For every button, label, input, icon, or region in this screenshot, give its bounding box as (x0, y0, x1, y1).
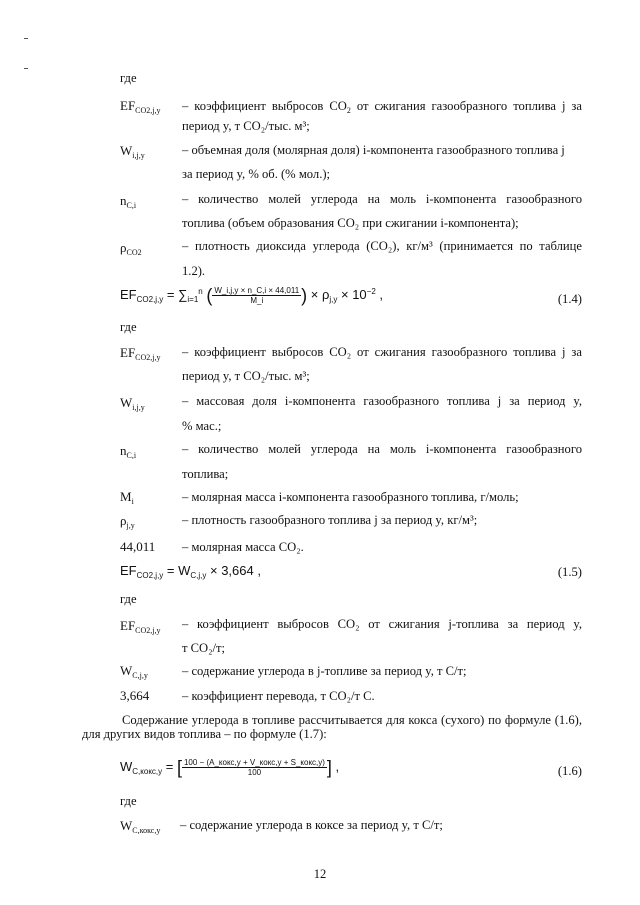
var-label: $W_{C,кокс,y}$ (120, 818, 161, 835)
formula-number: (1.6) (557, 764, 582, 778)
where-label: где (120, 320, 137, 334)
page-number: 12 (313, 867, 327, 881)
body-paragraph: Содержание углерода в топливе рассчитывается для кокса (сухого) по формуле (1.6), для других видов топлива – по формуле (1.7): (82, 713, 582, 741)
formula-number: (1.4) (557, 292, 582, 306)
var-desc: – количество молей углерода на моль i-компонента газообразного (182, 442, 582, 456)
formula-1-4: $EF_{CO2,j,y} = \sum_{i=1}^n$ ( $\frac{W\_i,j,y \times n\_C,i \times 44,011}{M\_i}$ ) × $\rho_{j,y} \times 10^{-2}$ , (120, 285, 384, 306)
var-label: $\rho_{CO2}$ (120, 240, 142, 257)
var-desc-cont: т CO₂/т; (182, 641, 226, 655)
var-desc-cont: 1.2). (182, 264, 206, 278)
var-desc-cont: топлива; (182, 467, 229, 481)
var-label: 3,664 (120, 688, 150, 703)
var-desc-cont: % мас.; (182, 419, 222, 433)
var-desc: – коэффициент выбросов $CO_2$ от сжигания газообразного топлива j за (182, 99, 582, 115)
var-desc: – плотность газообразного топлива j за период y, кг/м³; (182, 513, 478, 527)
where-label: где (120, 71, 137, 85)
var-label: $W_{i,j,y}$ (120, 395, 145, 412)
var-desc-cont: за период y, % об. (% мол.); (182, 167, 331, 181)
var-desc: – количество молей углерода на моль i-компонента газообразного (182, 192, 582, 206)
var-label: $EF_{CO2,j,y}$ (120, 618, 161, 635)
var-label: $W_{C,j,y}$ (120, 663, 148, 680)
var-desc: – содержание углерода в j-топливе за период y, т C/т; (182, 664, 467, 678)
scan-mark (24, 38, 28, 39)
var-desc-cont: топлива (объем образования CO₂ при сжигании i-компонента); (182, 216, 519, 230)
formula-number: (1.5) (557, 565, 582, 579)
var-desc: – плотность диоксида углерода (CO₂), кг/м³ (принимается по таблице (182, 239, 582, 253)
var-label: $W_{i,j,y}$ (120, 143, 145, 160)
formula-1-5: $EF_{CO2,j,y} = W_{C,j,y} \times 3,664$ , (120, 563, 261, 580)
var-desc: – коэффициент выбросов CO₂ от сжигания j-топлива за период y, (182, 617, 582, 631)
where-label: где (120, 592, 137, 606)
var-desc: – массовая доля i-компонента газообразного топлива j за период y, (182, 394, 582, 408)
where-label: где (120, 794, 137, 808)
var-label: 44,011 (120, 539, 156, 554)
var-desc-cont: период y, т CO₂/тыс. м³; (182, 119, 310, 133)
var-desc-cont: период y, т CO₂/тыс. м³; (182, 369, 310, 383)
var-desc: – коэффициент выбросов CO₂ от сжигания газообразного топлива j за (182, 345, 582, 359)
var-label: $EF_{CO2,j,y}$ (120, 345, 161, 362)
formula-1-6: $W_{C,кокс,y}$ = [ $\frac{\text{100 − (A\_кокс,y + V\_кокс,y + S\_кокс,y)}}{100}$ ] , (120, 757, 340, 778)
var-desc: – молярная масса i-компонента газообразного топлива, г/моль; (182, 490, 519, 504)
var-desc: – коэффициент перевода, т CO₂/т C. (182, 689, 375, 703)
var-label: $n_{C,i}$ (120, 443, 137, 460)
var-label: $n_{C,i}$ (120, 193, 137, 210)
var-desc: – молярная масса CO₂. (182, 540, 304, 554)
var-desc: – объемная доля (молярная доля) i-компонента газообразного топлива j (182, 143, 565, 157)
var-label: $\rho_{j,y}$ (120, 513, 135, 530)
scan-mark (24, 68, 28, 69)
var-desc: – содержание углерода в коксе за период y, т C/т; (180, 818, 443, 832)
var-label: $EF_{CO2,j,y}$ (120, 98, 161, 115)
var-label: $M_i$ (120, 489, 134, 506)
